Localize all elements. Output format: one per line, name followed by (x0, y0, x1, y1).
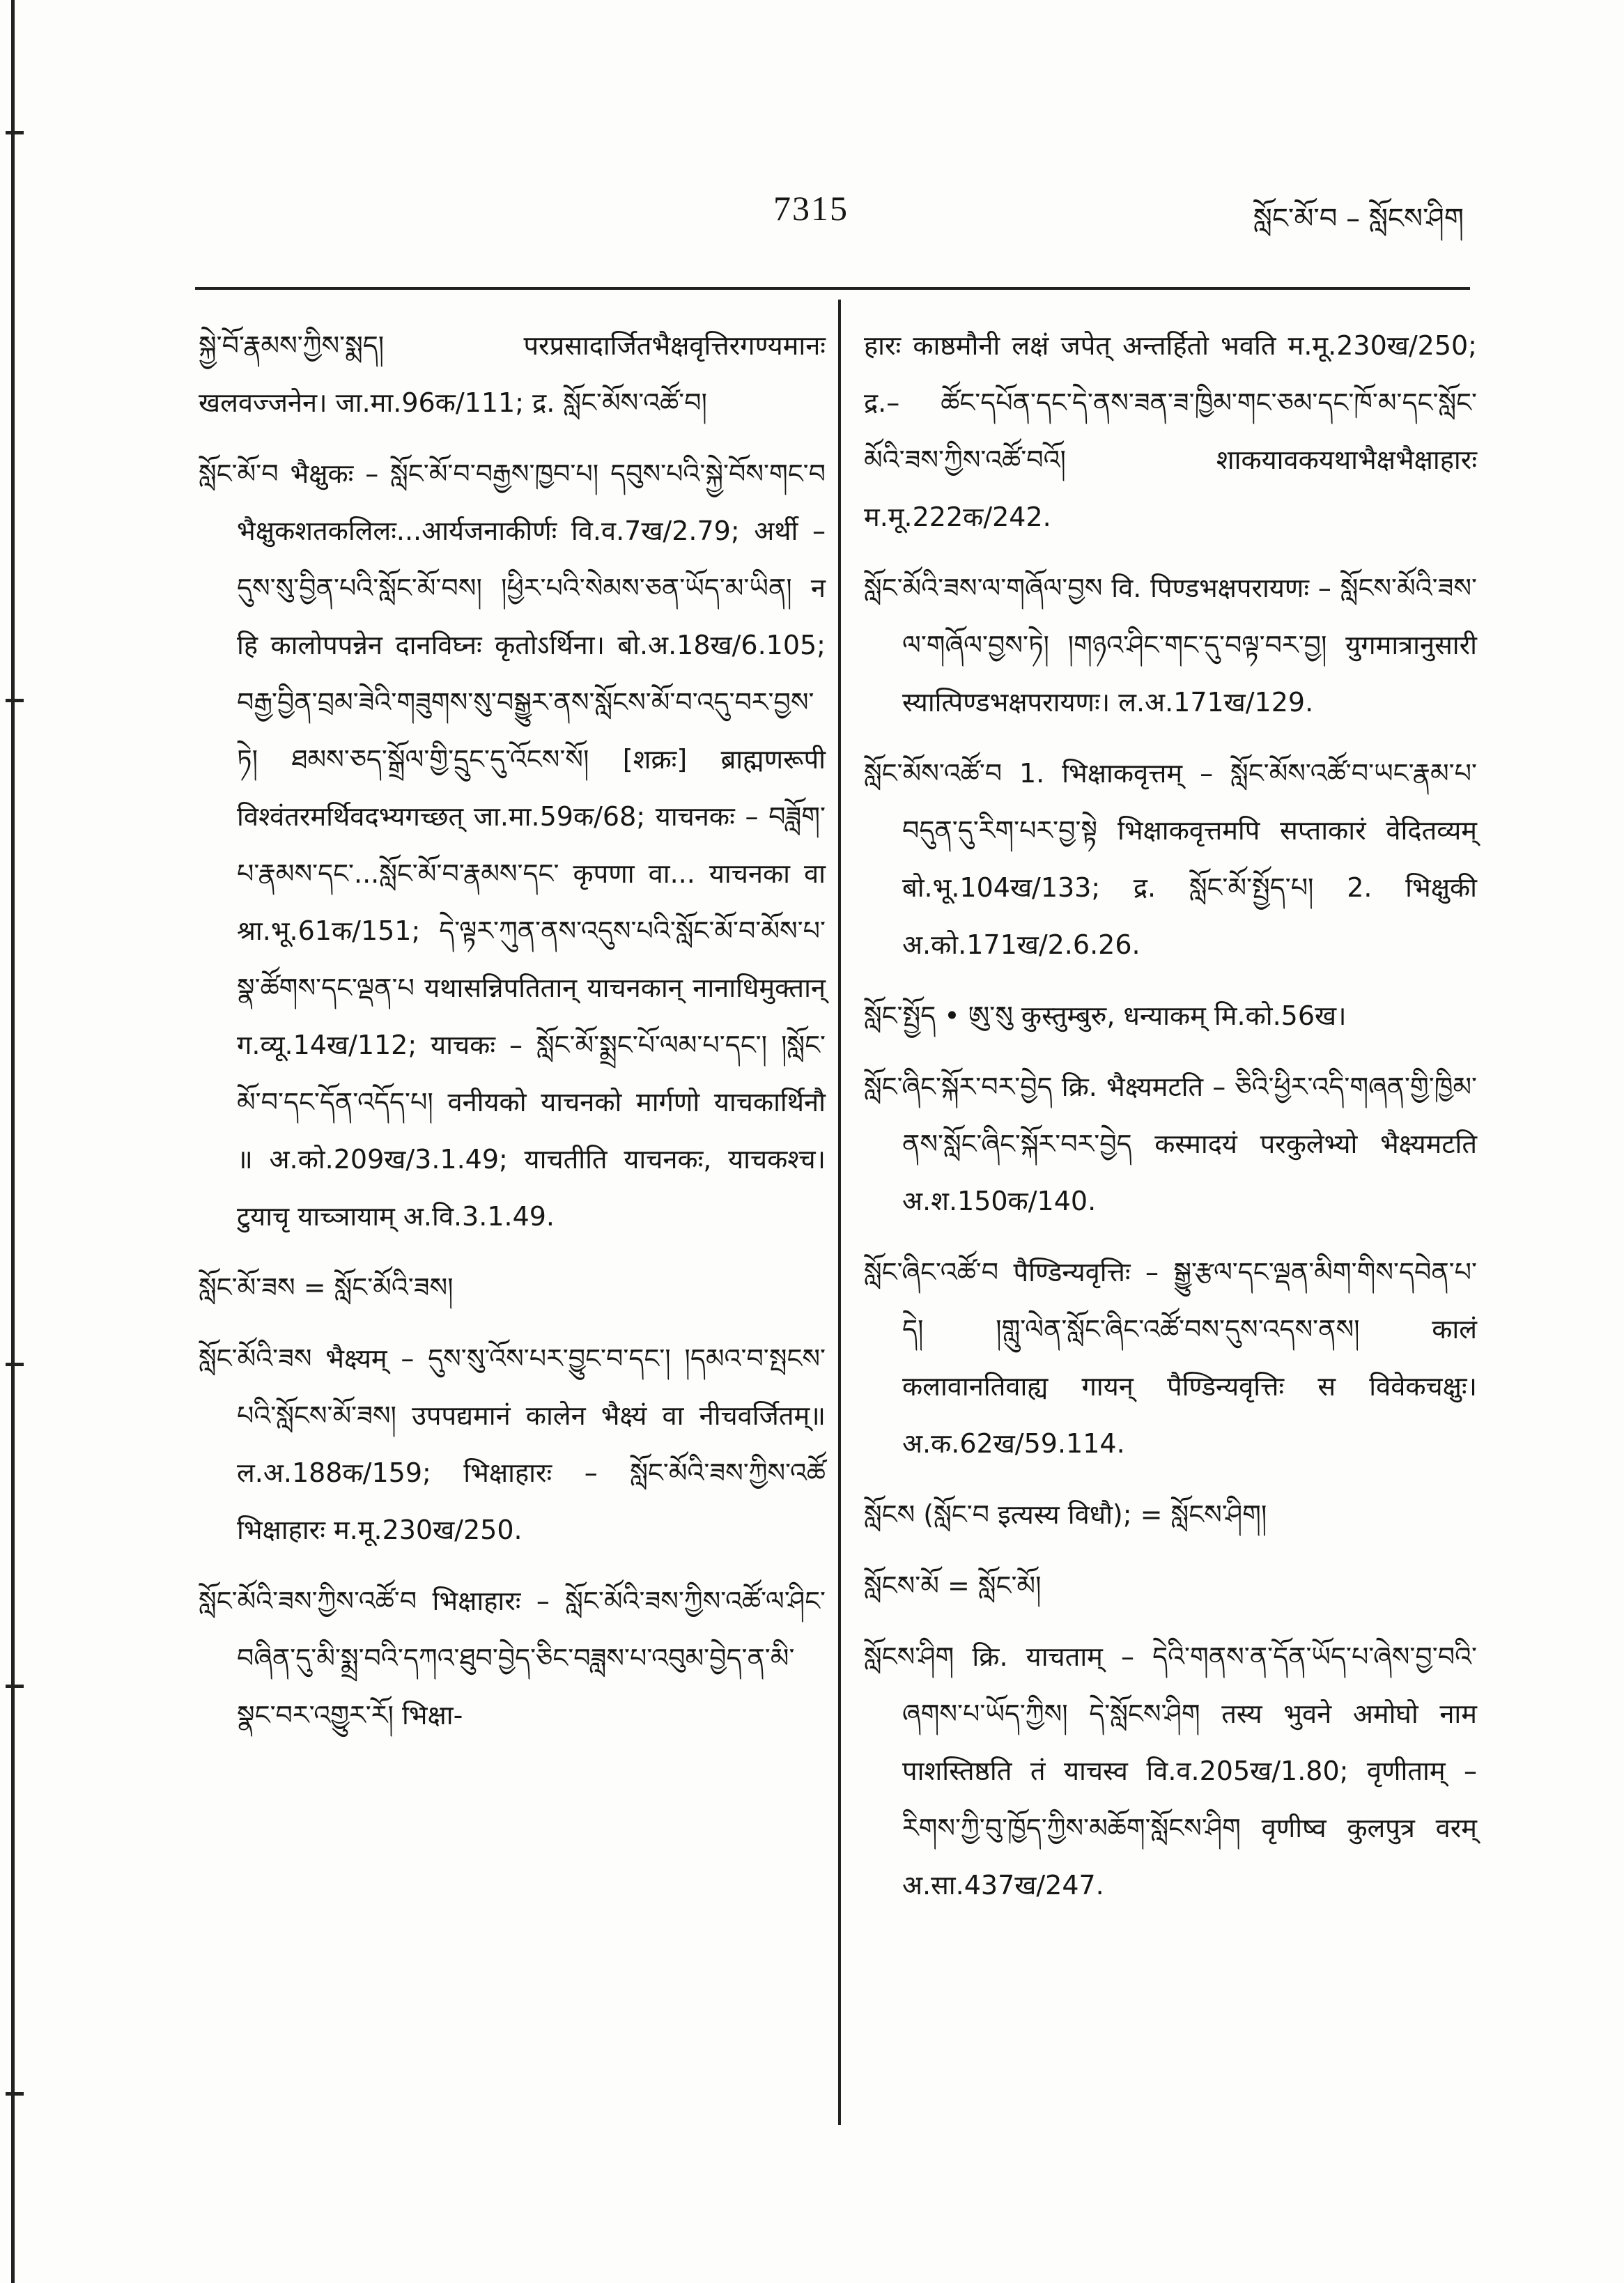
dictionary-entry: སློངས་ཤིག क्रि. याचताम् – དེའི་གནས་ན་དོན་ཡོད་པ་ཞེས་བྱ་བའི་ཞགས་པ་ཡོད་ཀྱིས། དེ་སློངས་ཤིག तस्य भुवने अमोघो नाम पाशस्तिष्ठति तं याचस्व वि.व.205ख/1.80; वृणीताम् – རིགས་ཀྱི་བུ་ཁྱོད་ཀྱིས་མཆོག་སློངས་ཤིག वृणीष्व कुलपुत्र वरम् अ.सा.437ख/247. (864, 1641, 1477, 1901)
dictionary-entry: སློང་ཞིང་འཚོ་བ पैण्डिन्यवृत्तिः – སྒྱུ་རྩལ་དང་ལྡན་མིག་གིས་དབེན་པ་དེ། །གླུ་ལེན་སློང་ཞིང་འཚོ་བས་དུས་འདས་ནས། कालं कलावानतिवाह्य गायन् पैण्डिन्यवृत्तिः स विवेकचक्षुः। अ.क.62ख/59.114. (864, 1257, 1477, 1459)
column-divider (838, 300, 841, 2125)
binding-tick (6, 2092, 24, 2096)
running-head: སློང་མོ་བ – སློངས་ཤིག (1253, 203, 1464, 235)
page-binding-line (11, 0, 15, 2283)
page-number: 7315 (773, 189, 849, 228)
binding-tick (6, 699, 24, 702)
left-column (199, 317, 826, 1758)
dictionary-entry: སློངས་མོ = སློང་མོ། (864, 1570, 1042, 1601)
right-column (864, 317, 1477, 1928)
binding-tick (6, 1363, 24, 1366)
dictionary-entry: སློང་མོའི་ཟས་ཀྱིས་འཚོ་བ भिक्षाहारः – སློང་མོའི་ཟས་ཀྱིས་འཚོ་ལ་ཤིང་བཞིན་དུ་མི་སྨྲ་བའི་དཀའ་ཐུབ་བྱེད་ཅིང་བཟླས་པ་འབུམ་བྱེད་ན་མི་སྣང་བར་འགྱུར་རོ། भिक्षा- (199, 1586, 826, 1731)
dictionary-entry: སློང་སྤྱོད • ཨུ་སུ कुस्तुम्बुरु, धन्याकम् मि.को.56ख। (864, 1000, 1347, 1031)
dictionary-entry: སློང་མོའི་ཟས भैक्ष्यम् – དུས་སུ་འོས་པར་བྱུང་བ་དང་། །དམའ་བ་སྤངས་པའི་སློངས་མོ་ཟས། उपपद्यमानं कालेन भैक्ष्यं वा नीचवर्जितम्॥ ल.अ.188क/159; भिक्षाहारः – སློང་མོའི་ཟས་ཀྱིས་འཚོ भिक्षाहारः म.मू.230ख/250. (199, 1343, 826, 1545)
dictionary-entry: སློང་མོ་ཟས = སློང་མོའི་ཟས། (199, 1272, 454, 1303)
dictionary-entry: སློངས (སློང་བ इत्यस्य विधौ); = སློངས་ཤིག། (864, 1499, 1267, 1530)
header-rule (195, 287, 1470, 290)
dictionary-entry: སྐྱེ་བོ་རྣམས་ཀྱིས་སྨད། परप्रसादार्जितभैक्षवृत्तिरगण्यमानः खलवज्जनेन। जा.मा.96क/111; द्र. སློང་མོས་འཚོ་བ། (199, 330, 826, 418)
dictionary-entry: हारः काष्ठमौनी लक्षं जपेत् अन्तर्हितो भवति म.मू.230ख/250; द्र.– ཚོང་དཔོན་དང་དེ་ནས་ཟན་ཟ་ཁྱིམ་གང་ཅམ་དང་ཁོ་མ་དང་སློང་མོའི་ཟས་ཀྱིས་འཚོ་བའོ། शाकयावकयथाभैक्षभैक्षाहारः म.मू.222क/242. (864, 330, 1477, 532)
dictionary-entry: སློང་ཞིང་སྐོར་བར་བྱེད क्रि. भैक्ष्यमटति – ཅིའི་ཕྱིར་འདི་གཞན་གྱི་ཁྱིམ་ནས་སློང་ཞིང་སྐོར་བར་བྱེད कस्मादयं परकुलेभ्यो भैक्ष्यमटति अ.श.150क/140. (864, 1071, 1477, 1216)
dictionary-entry: སློང་མོས་འཚོ་བ 1. भिक्षाकवृत्तम् – སློང་མོས་འཚོ་བ་ཡང་རྣམ་པ་བདུན་དུ་རིག་པར་བྱ་སྟེ भिक्षाकवृत्तमपि सप्ताकारं वेदितव्यम् बो.भू.104ख/133; द्र. སློང་མོ་སྤྱོད་པ། 2. भिक्षुकी अ.को.171ख/2.6.26. (864, 758, 1477, 960)
binding-tick (6, 1685, 24, 1688)
binding-tick (6, 131, 24, 134)
dictionary-entry: སློང་མོ་བ भैक्षुकः – སློང་མོ་བ་བརྒྱས་ཁྱབ་པ། དབུས་པའི་སྐྱེ་བོས་གང་བ भैक्षुकशतकलिलः...आर्यजनाकीर्णः वि.व.7ख/2.79; अर्थी – དུས་སུ་བྱིན་པའི་སློང་མོ་བས། །ཕྱིར་པའི་སེམས་ཅན་ཡོད་མ་ཡིན། न हि कालोपपन्नेन दानविघ्नः कृतोऽर्थिना। बो.अ.18ख/6.105; བརྒྱ་བྱིན་བྲམ་ཟེའི་གཟུགས་སུ་བསྒྱུར་ནས་སློངས་མོ་བ་འདུ་བར་བྱས་ཏེ། ཐམས་ཅད་སྒྲོལ་གྱི་དྲུང་དུ་འོངས་སོ། [शक्रः] ब्राह्मणरूपी विश्वंतरमर्थिवदभ्यगच्छत् जा.मा.59क/68; याचनकः – བཟློག་པ་རྣམས་དང་...སློང་མོ་བ་རྣམས་དང་ कृपणा वा... याचनका वा श्रा.भू.61क/151; དེ་ལྟར་ཀུན་ནས་འདུས་པའི་སློང་མོ་བ་མོས་པ་སྣ་ཚོགས་དང་ལྡན་པ यथासन्निपतितान् याचनकान् नानाधिमुक्तान् ग.व्यू.14ख/112; याचकः – སློང་མོ་སྨྲང་པོ་ལམ་པ་དང་། །སློང་མོ་བ་དང་དོན་འདོད་པ། वनीयको याचनको मार्गणो याचकार्थिनौ ॥ अ.को.209ख/3.1.49; याचतीति याचनकः, याचकश्च। टुयाचृ याच्ञायाम् अ.वि.3.1.49. (199, 458, 826, 1232)
dictionary-entry: སློང་མོའི་ཟས་ལ་གཞོལ་བྱས वि. पिण्डभक्षपरायणः – སློངས་མོའི་ཟས་ལ་གཞོལ་བྱས་ཏེ། །གཉའ་ཤིང་གང་དུ་བལྟ་བར་བྱ། युगमात्रानुसारी स्यात्पिण्डभक्षपरायणः। ल.अ.171ख/129. (864, 573, 1477, 718)
